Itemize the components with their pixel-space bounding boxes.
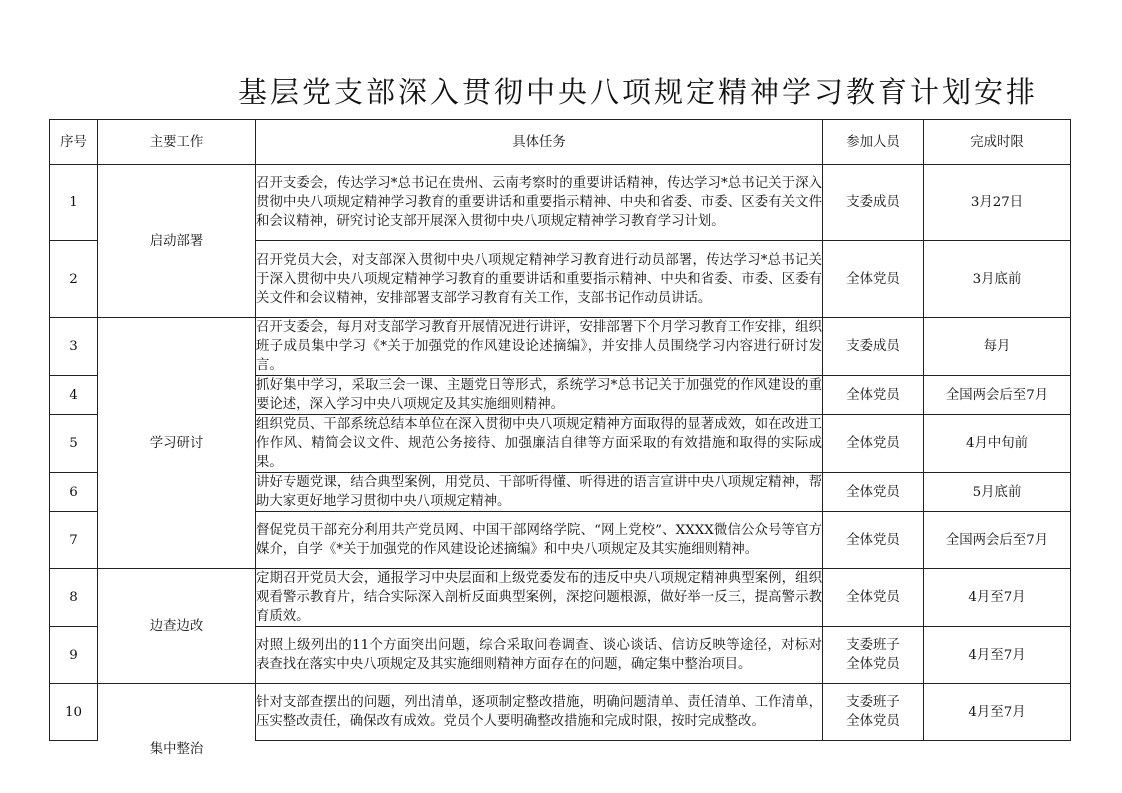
task-cell: 定期召开党员大会，通报学习中央层面和上级党委发布的违反中央八项规定精神典型案例，组织观看警示教育片，结合实际深入剖析反面典型案例，深挖问题根源，做好举一反三，提高警示教育质效。 bbox=[256, 569, 823, 627]
table-row bbox=[50, 165, 1071, 241]
row-number: 5 bbox=[50, 415, 98, 473]
deadline-cell: 4月中旬前 bbox=[924, 415, 1071, 473]
work-group-rectify-label: 集中整治 bbox=[149, 741, 204, 757]
row-number: 10 bbox=[50, 684, 98, 741]
task-cell: 对照上级列出的11个方面突出问题，综合采取问卷调查、谈心谈话、信访反映等途径，对标对表查找在落实中央八项规定及其实施细则精神方面存在的问题，确定集中整治项目。 bbox=[256, 627, 823, 684]
deadline-cell: 全国两会后至7月 bbox=[924, 512, 1071, 569]
header-deadline: 完成时限 bbox=[924, 120, 1071, 165]
work-group-launch: 启动部署 bbox=[98, 165, 256, 318]
deadline-cell: 4月至7月 bbox=[924, 627, 1071, 684]
deadline-cell: 全国两会后至7月 bbox=[924, 376, 1071, 415]
task-cell: 组织党员、干部系统总结本单位在深入贯彻中央八项规定精神方面取得的显著成效，如在改进工作作风、精简会议文件、规范公务接待、加强廉洁自律等方面采取的有效措施和取得的实际成果。 bbox=[256, 415, 823, 473]
row-number: 7 bbox=[50, 512, 98, 569]
table-row bbox=[50, 318, 1071, 376]
deadline-cell: 4月至7月 bbox=[924, 569, 1071, 627]
participants-cell bbox=[823, 627, 924, 684]
deadline-cell: 5月底前 bbox=[924, 473, 1071, 512]
header-main-work: 主要工作 bbox=[98, 120, 256, 165]
work-group-study: 学习研讨 bbox=[98, 318, 256, 569]
task-cell: 召开党员大会，对支部深入贯彻中央八项规定精神学习教育进行动员部署，传达学习*总书记关于深入贯彻中央八项规定精神学习教育的重要讲话和重要指示精神、中央和省委、市委、区委有关文件和会议精神，安排部署支部学习教育有关工作，支部书记作动员讲话。 bbox=[256, 241, 823, 318]
participants-cell: 全体党员 bbox=[823, 415, 924, 473]
header-task: 具体任务 bbox=[256, 120, 823, 165]
deadline-cell: 3月底前 bbox=[924, 241, 1071, 318]
participants-cell: 支委成员 bbox=[823, 165, 924, 241]
row-number: 9 bbox=[50, 627, 98, 684]
participants-cell: 全体党员 bbox=[823, 376, 924, 415]
row-number: 8 bbox=[50, 569, 98, 627]
header-no: 序号 bbox=[50, 120, 98, 165]
participants-line: 全体党员 bbox=[846, 657, 900, 672]
task-cell: 抓好集中学习，采取三会一课、主题党日等形式，系统学习*总书记关于加强党的作风建设的重要论述，深入学习中央八项规定及其实施细则精神。 bbox=[256, 376, 823, 415]
row-number: 4 bbox=[50, 376, 98, 415]
work-group-rectify bbox=[98, 684, 256, 757]
task-cell: 督促党员干部充分利用共产党员网、中国干部网络学院、“网上党校”、XXXX微信公众号等官方媒介，自学《*关于加强党的作风建设论述摘编》和中央八项规定及其实施细则精神。 bbox=[256, 512, 823, 569]
participants-line: 支委班子 bbox=[846, 695, 900, 710]
task-cell: 召开支委会，每月对支部学习教育开展情况进行讲评，安排部署下个月学习教育工作安排，组织班子成员集中学习《*关于加强党的作风建设论述摘编》，并安排人员围绕学习内容进行研讨发言。 bbox=[256, 318, 823, 376]
row-number: 1 bbox=[50, 165, 98, 241]
participants-cell: 支委成员 bbox=[823, 318, 924, 376]
header-participants: 参加人员 bbox=[823, 120, 924, 165]
row-number: 6 bbox=[50, 473, 98, 512]
participants-cell: 全体党员 bbox=[823, 241, 924, 318]
table-row bbox=[50, 684, 1071, 741]
participants-line: 全体党员 bbox=[846, 714, 900, 729]
deadline-cell: 每月 bbox=[924, 318, 1071, 376]
deadline-cell: 4月至7月 bbox=[924, 684, 1071, 741]
plan-table bbox=[49, 119, 1071, 757]
participants-line: 支委班子 bbox=[846, 638, 900, 653]
deadline-cell: 3月27日 bbox=[924, 165, 1071, 241]
row-number: 2 bbox=[50, 241, 98, 318]
participants-cell: 全体党员 bbox=[823, 512, 924, 569]
participants-cell bbox=[823, 684, 924, 741]
document-title: 基层党支部深入贯彻中央八项规定精神学习教育计划安排 bbox=[238, 75, 1039, 109]
table-header-row bbox=[50, 120, 1071, 165]
task-cell: 讲好专题党课，结合典型案例，用党员、干部听得懂、听得进的语言宣讲中央八项规定精神，帮助大家更好地学习贯彻中央八项规定精神。 bbox=[256, 473, 823, 512]
task-cell: 针对支部查摆出的问题，列出清单，逐项制定整改措施，明确问题清单、责任清单、工作清单，压实整改责任，确保改有成效。党员个人要明确整改措施和完成时限，按时完成整改。 bbox=[256, 684, 823, 741]
participants-cell: 全体党员 bbox=[823, 473, 924, 512]
table-row bbox=[50, 569, 1071, 627]
work-group-check: 边查边改 bbox=[98, 569, 256, 684]
participants-cell: 全体党员 bbox=[823, 569, 924, 627]
task-cell: 召开支委会，传达学习*总书记在贵州、云南考察时的重要讲话精神，传达学习*总书记关于深入贯彻中央八项规定精神学习教育的重要讲话和重要指示精神、中央和省委、市委、区委有关文件和会议精神，研究讨论支部开展深入贯彻中央八项规定精神学习教育学习计划。 bbox=[256, 165, 823, 241]
row-number: 3 bbox=[50, 318, 98, 376]
